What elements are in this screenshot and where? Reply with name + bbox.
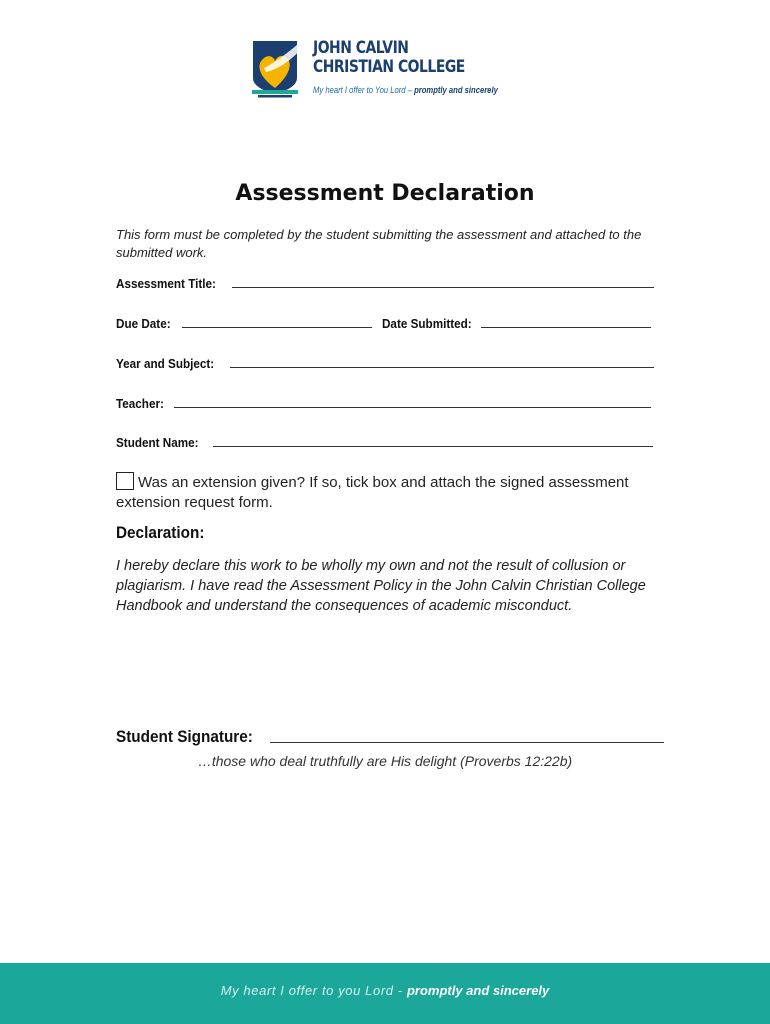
page-title: Assessment Declaration xyxy=(235,181,535,206)
extension-checkbox[interactable] xyxy=(116,472,134,490)
college-name xyxy=(313,39,465,77)
date-submitted-label: Date Submitted: xyxy=(381,316,472,331)
extension-text: Was an extension given? If so, tick box and attach the signed assessment extension request form. xyxy=(116,474,629,511)
due-date-line[interactable] xyxy=(182,326,372,328)
footer-bar xyxy=(0,963,770,1024)
assessment-title-field[interactable] xyxy=(116,271,654,291)
logo-tagline xyxy=(313,85,498,95)
teacher-label: Teacher: xyxy=(116,396,164,411)
teacher-field[interactable] xyxy=(116,391,651,411)
footer-motto-emphasis: promptly and sincerely xyxy=(406,983,550,998)
student-name-label: Student Name: xyxy=(116,435,199,450)
student-name-field[interactable] xyxy=(116,430,653,450)
year-subject-line[interactable] xyxy=(230,366,654,368)
logo-tagline-emphasis: promptly and sincerely xyxy=(414,85,498,95)
extension-question xyxy=(116,472,656,513)
college-name-line2: CHRISTIAN COLLEGE xyxy=(313,57,465,77)
student-signature-label: Student Signature: xyxy=(116,727,253,746)
teacher-line[interactable] xyxy=(174,406,651,408)
footer-motto xyxy=(0,983,770,998)
student-name-line[interactable] xyxy=(213,445,653,447)
assessment-title-line[interactable] xyxy=(232,286,654,288)
logo-tagline-start: My heart I offer to You Lord – xyxy=(313,85,415,95)
assessment-title-label: Assessment Title: xyxy=(116,276,216,291)
date-submitted-line[interactable] xyxy=(481,326,651,328)
student-signature-field[interactable] xyxy=(116,723,664,747)
declaration-text: I hereby declare this work to be wholly my own and not the result of collusion or plagiarism. I have read the Assessment Policy in the John Calvin Christian College Handbook and understand the consequences of academic misconduct. xyxy=(116,558,646,614)
student-signature-line[interactable] xyxy=(270,742,664,743)
college-logo xyxy=(250,38,498,100)
declaration-heading: Declaration: xyxy=(116,523,205,542)
due-date-label: Due Date: xyxy=(116,316,171,331)
year-subject-field[interactable] xyxy=(116,351,654,371)
heart-shield-icon xyxy=(250,38,310,98)
year-subject-label: Year and Subject: xyxy=(116,356,215,371)
intro-text: This form must be completed by the student submitting the assessment and attached to the submitted work. xyxy=(116,227,642,260)
footer-motto-start: My heart I offer to you Lord - xyxy=(220,983,407,998)
bible-verse: …those who deal truthfully are His delight (Proverbs 12:22b) xyxy=(197,753,573,769)
dates-field-row xyxy=(116,311,651,331)
college-name-line1: JOHN CALVIN xyxy=(313,38,409,58)
